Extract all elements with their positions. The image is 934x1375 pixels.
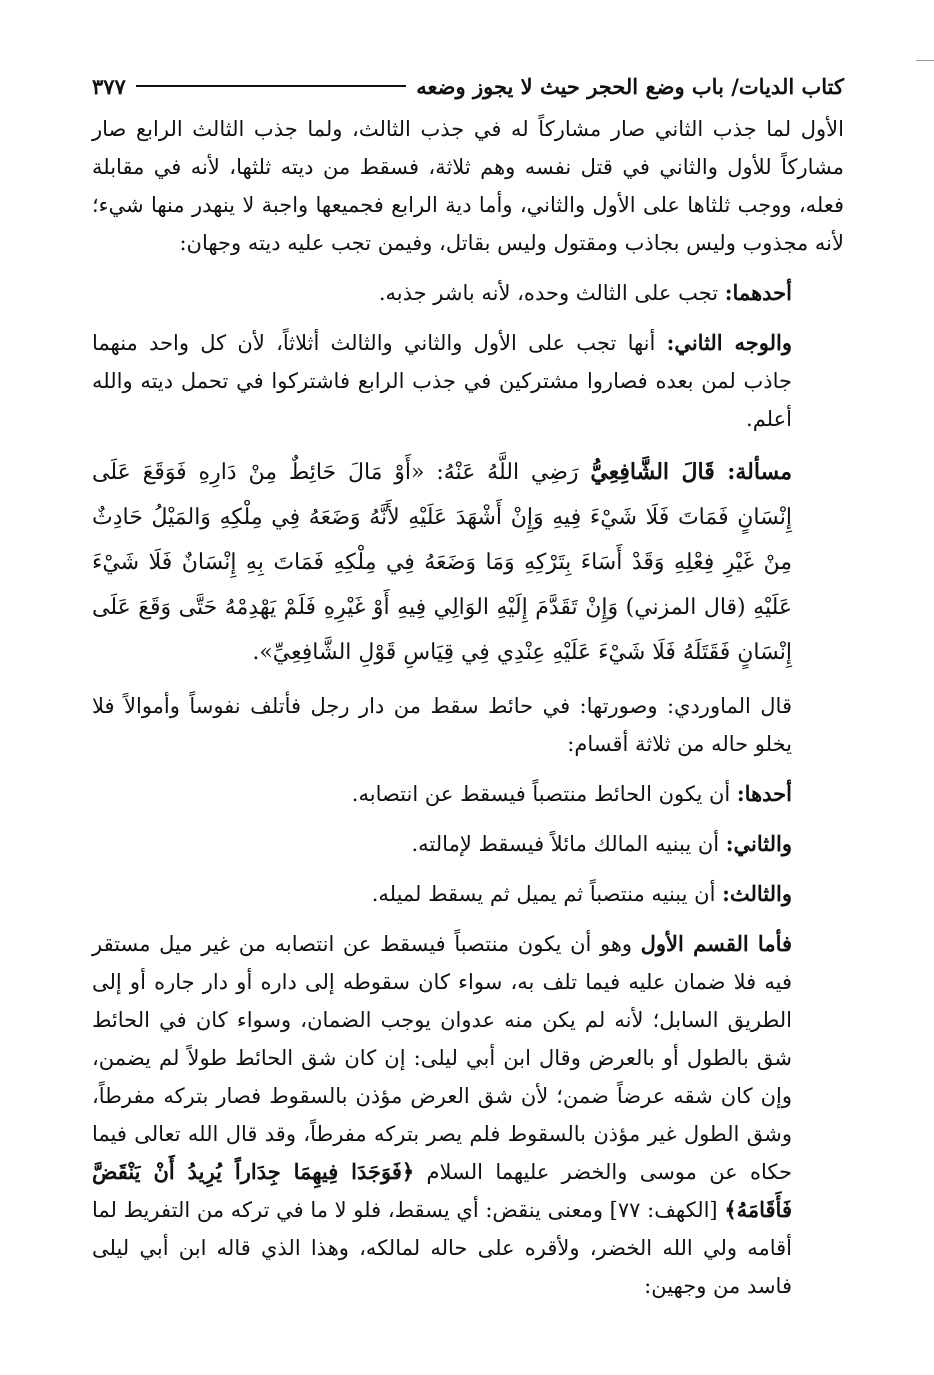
paragraph-division-one — [92, 775, 844, 813]
paragraph-label: أحدهما: — [724, 280, 792, 305]
paragraph-text: [الكهف: ٧٧] ومعنى ينقض: أي يسقط، فلو لا ما في تركه من التفريط لما أقامه ولي الله الخضر، ولأقره على حاله لمالكه، وهذا الذي قاله ابن أبي ليلى فاسد من وجهين: — [92, 1198, 792, 1298]
page-edge-mark — [916, 60, 934, 61]
paragraph-text: أن يبنيه منتصباً ثم يميل ثم يسقط لميله. — [371, 882, 723, 906]
paragraph-division-two — [92, 825, 844, 863]
paragraph-text: قال الماوردي: وصورتها: في حائط سقط من دار رجل فأتلف نفوساً وأموالاً فلا يخلو حاله من ثلاثة أقسام: — [92, 694, 792, 756]
paragraph-label: فأما القسم الأول — [640, 931, 793, 956]
paragraph-label: والثاني: — [725, 831, 792, 856]
header-rule — [136, 85, 406, 87]
paragraph-text: أنها تجب على الأول والثاني والثالث أثلاثاً، لأن كل واحد منهما جاذب لمن بعده فصاروا مشتركين في جذب الرابع فاشتركوا في تحمل ديته والله أعلم. — [92, 331, 792, 431]
paragraph-first-division-detail — [92, 925, 844, 1305]
paragraph-label: والثالث: — [722, 881, 792, 906]
paragraph-mawardi — [92, 687, 844, 763]
document-page — [92, 68, 844, 1305]
paragraph-first-opinion — [92, 274, 844, 312]
paragraph-label: والوجه الثاني: — [666, 330, 792, 355]
paragraph-text: الأول لما جذب الثاني صار مشاركاً له في جذب الثالث، ولما جذب الثالث الرابع صار مشاركاً للأول والثاني في قتل نفسه وهم ثلاثة، فسقط من ديته ثلثها، لأنه في مقابلة فعله، ووجب ثلثاها على الأول والثاني، وأما دية الرابع فجميعها واجبة لا ينهدر منها شيء؛ لأنه مجذوب وليس بجاذب ومقتول وليس بقاتل، وفيمن تجب عليه ديته وجهان: — [92, 117, 844, 255]
header-title: كتاب الديات/ باب وضع الحجر حيث لا يجوز وضعه — [416, 73, 844, 99]
paragraph-continuation — [92, 110, 844, 262]
quoted-text: رَضِي اللَّهُ عَنْهُ: «أَوْ مَالَ حَائِطٌ مِنْ دَارِهِ فَوَقَعَ عَلَى إِنْسَانٍ فَمَاتَ فَلَا شَيْءَ فِيهِ وَإِنْ أَشْهَدَ عَلَيْهِ لأَنَّهُ وَضَعَهُ فِي مِلْكِهِ وَالمَيْلُ حَادِثٌ مِنْ غَيْرِ فِعْلِهِ وَقَدْ أَسَاءَ بِتَرْكِهِ وَمَا وَضَعَهُ فِي مِلْكِهِ فَمَاتَ بِهِ إِنْسَانٌ فَلَا شَيْءَ عَلَيْهِ (قال المزني) وَإِنْ تَقَدَّمَ إِلَيْهِ الوَالِي فِيهِ أَوْ غَيْرِهِ فَلَمْ يَهْدِمْهُ حَتَّى وَقَعَ عَلَى إِنْسَانٍ فَقَتَلَهُ فَلَا شَيْءَ عَلَيْهِ عِنْدِي فِي قِيَاسِ قَوْلِ الشَّافِعِيِّ». — [92, 460, 792, 665]
page-number: ٣٧٧ — [92, 73, 126, 99]
paragraph-text: وهو أن يكون منتصباً فيسقط عن انتصابه من غير ميل مستقر فيه فلا ضمان عليه فيما تلف به، سواء كان سقوطه إلى داره أو دار جاره أو إلى الطريق السابل؛ لأنه لم يكن منه عدوان يوجب الضمان، وسواء كان في الحائط شق بالطول أو بالعرض وقال ابن أبي ليلى: إن كان شق الحائط طولاً لم يضمن، وإن كان شقه عرضاً ضمن؛ لأن شق العرض مؤذن بالسقوط فصار بتركه مفرطاً، وشق الطول غير مؤذن بالسقوط فلم يصر بتركه مفرطاً، وقد قال الله تعالى فيما حكاه عن موسى والخضر عليهما السلام — [92, 932, 792, 1184]
paragraph-text: أن يبنيه المالك مائلاً فيسقط لإمالته. — [411, 832, 726, 856]
imam-name: قَالَ الشَّافِعِيُّ — [590, 459, 728, 485]
quran-verse: ﴿فَوَجَدَا فِيهِمَا جِدَاراً يُرِيدُ أَنْ يَنْقَضَّ فَأَقَامَهُ﴾ — [92, 1159, 792, 1222]
paragraph-text: تجب على الثالث وحده، لأنه باشر جذبه. — [378, 281, 725, 305]
running-header — [92, 68, 844, 104]
paragraph-label: أحدها: — [736, 781, 792, 806]
paragraph-division-three — [92, 875, 844, 913]
paragraph-second-opinion — [92, 324, 844, 438]
paragraph-text: أن يكون الحائط منتصباً فيسقط عن انتصابه. — [351, 782, 737, 806]
paragraph-masala — [92, 450, 844, 675]
paragraph-label: مسألة: — [727, 459, 792, 485]
